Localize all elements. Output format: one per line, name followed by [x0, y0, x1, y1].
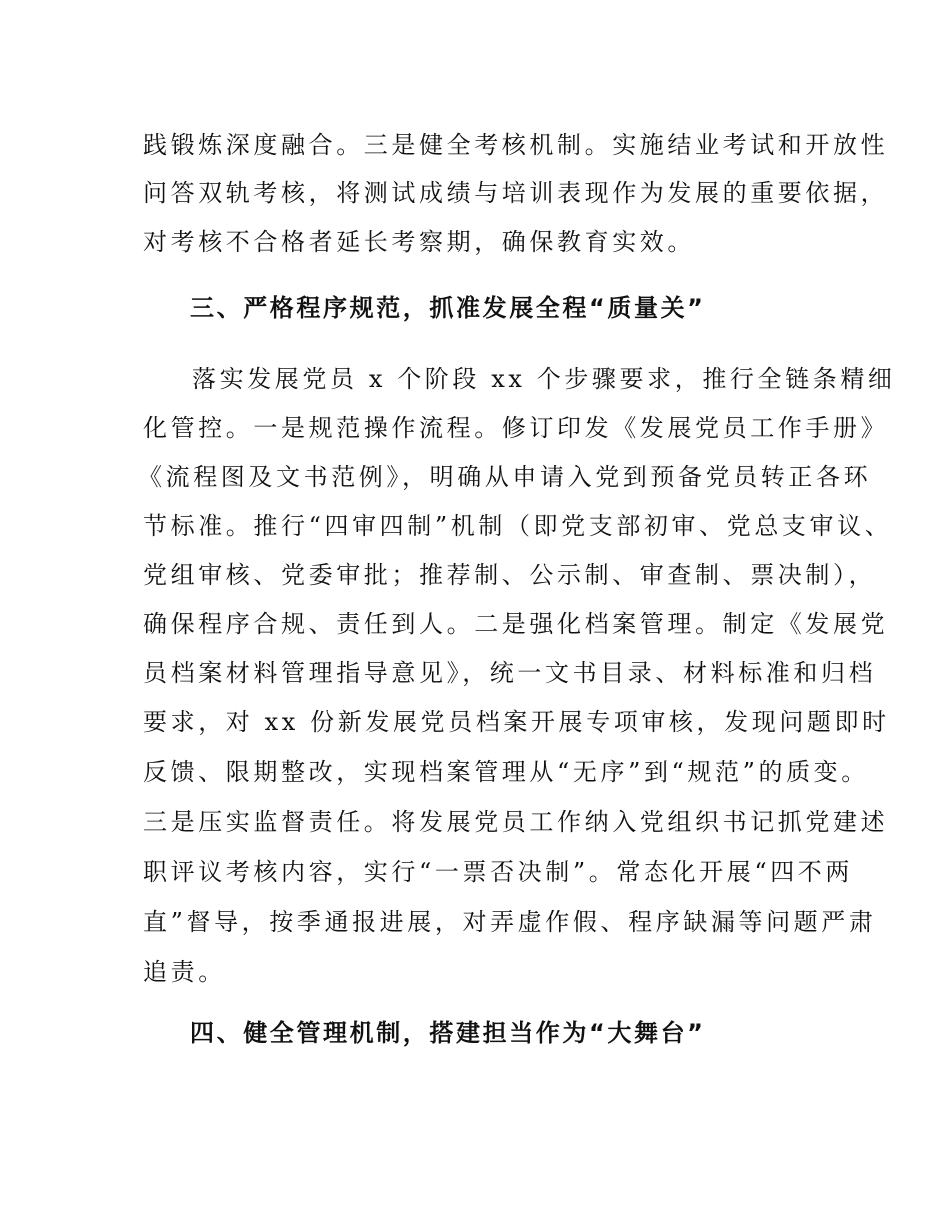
- paragraph-line: 职评议考核内容，实行“一票否决制”。常态化开展“四不两: [143, 858, 854, 886]
- paragraph-line: 确保程序合规、责任到人。二是强化档案管理。制定《发展党: [143, 610, 889, 638]
- paragraph-line: 要求，对 xx 份新发展党员档案开展专项审核，发现问题即时: [143, 708, 890, 736]
- section-heading-4: 四、健全管理机制，搭建担当作为“大舞台”: [190, 1019, 706, 1047]
- paragraph-line: 化管控。一是规范操作流程。修订印发《发展党员工作手册》: [143, 414, 889, 442]
- paragraph-line: 节标准。推行“四审四制”机制（即党支部初审、党总支审议、: [143, 512, 893, 540]
- paragraph-line: 党组审核、党委审批；推荐制、公示制、审查制、票决制），: [143, 561, 877, 589]
- paragraph-line: 直”督导，按季通报进展，对弄虚作假、程序缺漏等问题严肃: [143, 908, 877, 936]
- paragraph-line: 反馈、限期整改，实现档案管理从“无序”到“规范”的质变。: [143, 758, 869, 786]
- paragraph-line: 问答双轨考核，将测试成绩与培训表现作为发展的重要依据，: [143, 179, 889, 207]
- paragraph-line: 追责。: [143, 958, 226, 986]
- paragraph-line: 对考核不合格者延长考察期，确保教育实效。: [143, 228, 695, 256]
- paragraph-line: 践锻炼深度融合。三是健全考核机制。实施结业考试和开放性: [143, 131, 889, 159]
- paragraph-line: 落实发展党员 x 个阶段 xx 个步骤要求，推行全链条精细: [192, 365, 896, 393]
- paragraph-line: 三是压实监督责任。将发展党员工作纳入党组织书记抓党建述: [143, 808, 889, 836]
- paragraph-line: 《流程图及文书范例》，明确从申请入党到预备党员转正各环: [138, 463, 872, 491]
- paragraph-line: 员档案材料管理指导意见》，统一文书目录、材料标准和归档: [143, 659, 877, 687]
- section-heading-3: 三、严格程序规范，抓准发展全程“质量关”: [190, 294, 706, 322]
